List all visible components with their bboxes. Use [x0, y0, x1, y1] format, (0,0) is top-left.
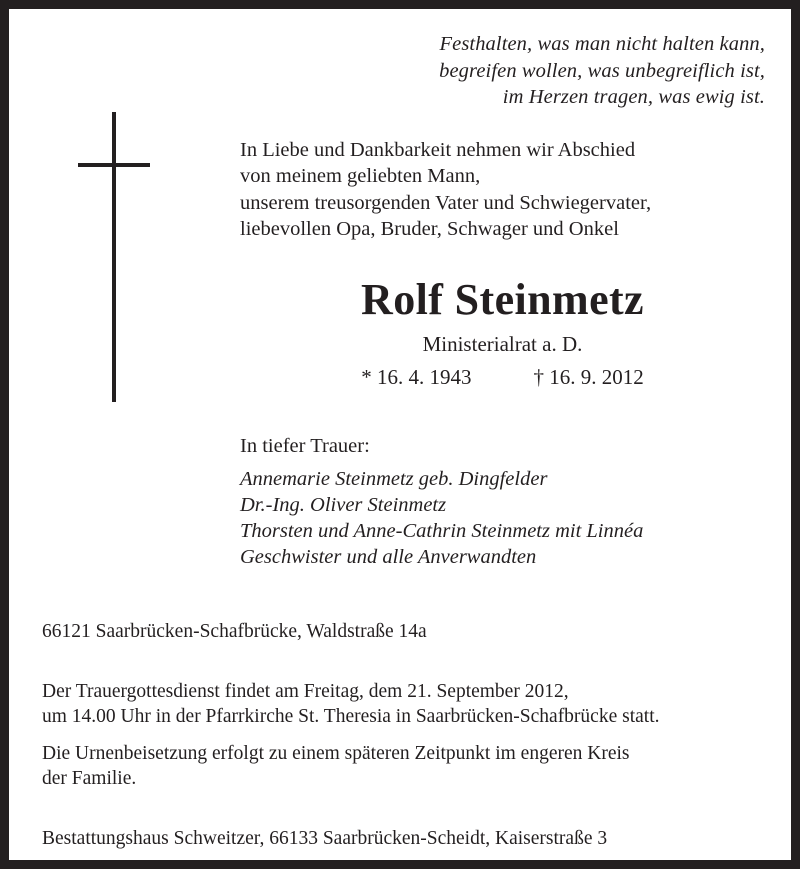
funeral-service-info [42, 679, 772, 730]
mourners-heading: In tiefer Trauer: [240, 434, 370, 457]
poem-line: im Herzen tragen, was ewig ist. [502, 86, 765, 108]
introduction-text [240, 137, 765, 243]
intro-line: In Liebe und Dankbarkeit nehmen wir Abschied [240, 138, 636, 161]
service-line: Der Trauergottesdienst findet am Freitag, dem 21. September 2012, [42, 680, 569, 702]
cross-vertical-bar [112, 112, 116, 402]
spacer [42, 730, 772, 741]
deceased-name: Rolf Steinmetz [361, 274, 644, 324]
birth-date: * 16. 4. 1943 [361, 364, 472, 389]
life-dates [240, 364, 765, 391]
mourners-list [240, 466, 765, 570]
intro-line: liebevollen Opa, Bruder, Schwager und Onkel [240, 218, 619, 240]
interment-info [42, 741, 772, 792]
mourner-item: Geschwister und alle Anverwandten [240, 545, 537, 568]
intro-line: von meinem geliebten Mann, [240, 165, 481, 187]
mourner-item: Annemarie Steinmetz geb. Dingfelder [240, 467, 548, 490]
interment-line: der Familie. [42, 768, 137, 789]
funeral-home-info [42, 826, 772, 852]
memorial-poem [240, 31, 765, 111]
death-date: † 16. 9. 2012 [533, 364, 644, 389]
notice-content-area [9, 9, 791, 860]
poem-line: Festhalten, was man nicht halten kann, [439, 33, 765, 55]
address-line: 66121 Saarbrücken-Schafbrücke, Waldstraße 14a [42, 621, 427, 642]
mourner-item: Thorsten und Anne-Cathrin Steinmetz mit Linnéa [240, 519, 644, 542]
christian-cross-icon [78, 112, 160, 402]
mourner-item: Dr.-Ing. Oliver Steinmetz [240, 493, 447, 516]
intro-line: unserem treusorgenden Vater und Schwiegervater, [240, 191, 652, 214]
mourners-block [240, 433, 765, 570]
spacer [42, 792, 772, 826]
footer-details [42, 619, 772, 851]
deceased-block [240, 274, 765, 391]
service-line: um 14.00 Uhr in der Pfarrkirche St. Theresia in Saarbrücken-Schafbrücke statt. [42, 706, 660, 727]
poem-line: begreifen wollen, was unbegreiflich ist, [439, 59, 765, 82]
upper-column [240, 31, 765, 570]
interment-line: Die Urnenbeisetzung erfolgt zu einem späteren Zeitpunkt im engeren Kreis [42, 742, 630, 764]
funeral-home-line: Bestattungshaus Schweitzer, 66133 Saarbrücken-Scheidt, Kaiserstraße 3 [42, 827, 608, 849]
cross-horizontal-bar [78, 163, 150, 167]
deceased-title: Ministerialrat a. D. [422, 331, 583, 356]
family-address [42, 619, 772, 645]
spacer [42, 645, 772, 679]
